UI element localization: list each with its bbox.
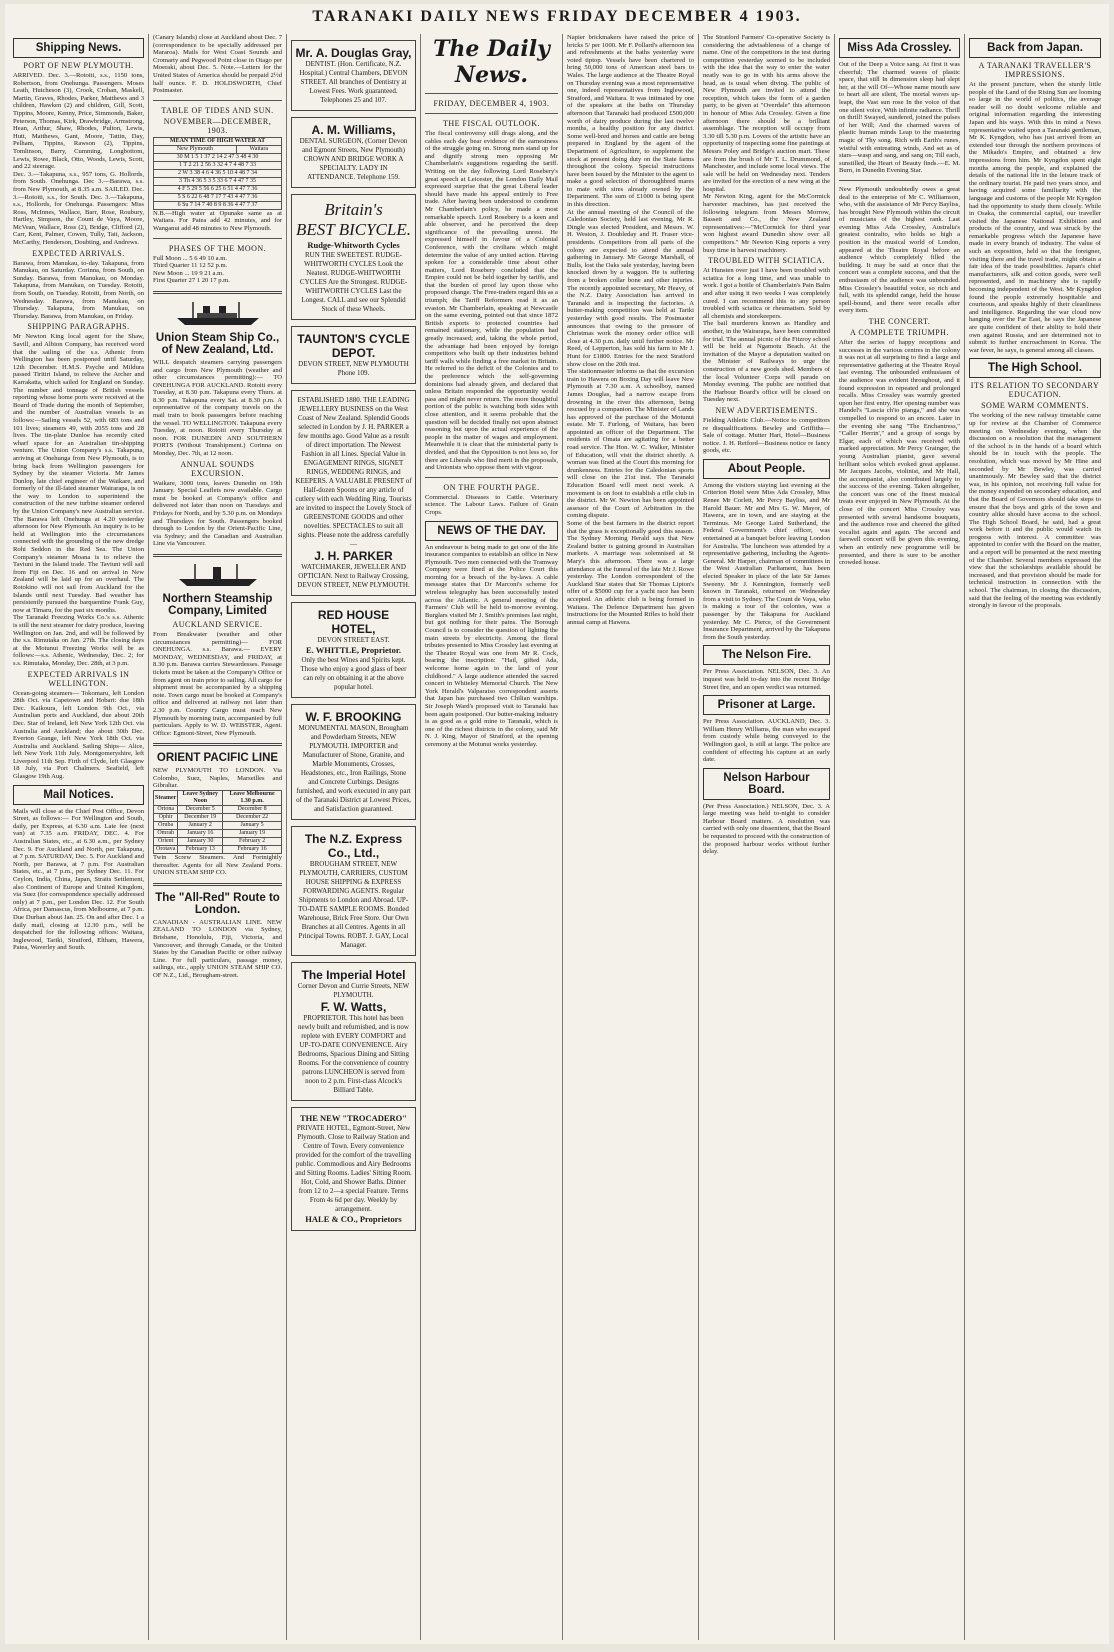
back-from-japan-heading: Back from Japan. — [969, 38, 1101, 58]
column-7 — [835, 34, 965, 1640]
ad-name: The N.Z. Express Co., Ltd., — [304, 832, 403, 860]
table-cell: December 8 — [223, 806, 282, 814]
moon-phases-title: PHASES OF THE MOON. — [168, 243, 267, 253]
nelson-harbour-board-text: (Per Press Association.) NELSON, Dec. 3. A large meeting was held to-night to consider Harbour Board matters. A resolution was carried with only one dissentient, that the Board be requested to proceed with the construction of the proposed harbour works without further delay. — [703, 802, 830, 856]
ad-text: BROUGHAM STREET, NEW PLYMOUTH, CARRIERS, CUSTOM HOUSE SHIPPING & EXPRESS FORWARDING AGENTS. Regular Shipments to London and Abroad. UP-TO-DATE SAMPLE ROOMS. Bonded Warehouse, Brick Free Store. Our Own Branches at all Centres. Agents in all Principal Towns. ROBT. J. GAY, Local Manager. — [298, 860, 409, 949]
column-6 — [699, 34, 835, 1640]
news-of-the-day-text: An endeavour is being made to get one of the life insurance companies to establish an office in New Plymouth. Two men connected with the Tramway Company were fined at the Police Court this morning for a breach of the by-laws. A cable message states that Dr Marconi's scheme for wireless telegraphy has been successfully tested across the Atlantic. A general meeting of the Farmers' Club will be held to-morrow evening. Burglars visited Mr J. Smith's premises last night, but got nothing for their pains. The Borough Council is to consider the question of lighting the main streets by electricity. Among the floral tributes presented to Miss Crossley last evening at the Theatre Royal was one from Mr R. Cock, bearing the inscription: "Hail, gifted Ada, welcome home again to the land of your childhood." A large audience attended the sacred concert in Whiteley Memorial Church. The New York Herald's Valparaiso correspondent asserts that Japan has purchased two Chilian warships. Sir Joseph Ward's proposed visit to Taranaki has been again postponed. Our butter-making industry is as good as a gold mine to Taranaki, which is one of the richest districts in the colony, said Mr N. J. King, Mayor of Stratford, at the opening ceremony at the Motunui works yesterday. — [425, 543, 558, 748]
table-cell: Orient — [154, 838, 178, 846]
divider — [153, 554, 282, 557]
mail-notices-text: Mails will close at the Chief Post Office, Devon Street, as follows:— For Wellington and South, daily, per Express, at 6.30 a.m. Late fee (next van) at 7.35 a.m. FRIDAY, DEC. 4. For Australian States, etc., at 6.30 a.m., per Sydney Dec. 9. For Auckland and North, per Takapuna, at 7 p.m. SATURDAY, Dec. 5. For Auckland and North, per Barawa, at 7 p.m. For Australian States, etc., at 7 p.m., per Sydney Dec. 11. For Ceylon, India, China, Japan, Straits Settlement, also Continent of Europe and United Kingdom, via Suez (for correspondence specially addressed only) at 7 p.m., per London Dec. 12. For South Africa, per Damascus, from Melbourne, at 7 p.m. Due Durban about Jan. 25. On and after Dec. 1 a daily mail, closing at 12.30 p.m., will be despatched for the following offices: Waitara, Inglewood, Tariki, Stratford, Eltham, Hawera, Patea, Waverley and South. — [13, 807, 144, 952]
table-cell: Ortona — [154, 806, 178, 814]
tide-note: N.B.—High water at Opunake same as at Waitara. For Patea add 42 minutes, and for Wanganui add 48 minutes to New Plymouth. — [153, 209, 282, 232]
table-row: 3 Th 4 36 5 3 5 33 6 7 4 47 7 35 — [154, 177, 282, 185]
table-cell: Ophir — [154, 814, 178, 822]
orient-pacific-title: ORIENT PACIFIC LINE — [156, 752, 279, 765]
concert-heading: THE CONCERT. — [868, 317, 931, 326]
union-steam-ship-text: WILL despatch steamers carrying passengers and cargo from New Plymouth (weather and other circumstances permitting):— TO ONEHUNGA FOR AUCKLAND. Rotoiti every Tuesday, at 8.30 p.m. Takapuna every Thurs. at 8.30 p.m. Takapuna every Sat. at 8.30 p.m. A representative of the company travels on the mail train to book passengers before reaching the vessel. TO WELLINGTON. Takapuna every Tuesday, at noon. Rotoiti every Thursday at noon. FOR DUNEDIN AND SOUTHERN PORTS (Without Transhipment.) Corinna on Monday, Dec. 7th, at 12 noon. — [153, 358, 282, 458]
table-cell: December 22 — [223, 814, 282, 822]
trocadero-hotel-ad — [291, 1107, 416, 1231]
column-8 — [965, 34, 1105, 1640]
news-of-the-day-heading: NEWS OF THE DAY. — [425, 521, 558, 541]
news-paragraphs: The bail murderers known as Handley and another, in the Wairarapa, have been committed for trial. The annual picnic of the Fitzroy school will be held at Ngamotu Beach. At the invitation of the Mayor a deputation waited on the Minister of Railways to urge the construction of a new goods shed. Members of the local Volunteer Corps will parade on Monday evening. The public are notified that the Harbour Board's office will be closed on Tuesday next. — [703, 320, 830, 404]
ad-name: W. F. BROOKING — [305, 710, 402, 724]
ad-text: Only the best Wines and Spirits kept. Those who enjoy a good glass of beer can rely on obtaining it at the above popular hotel. — [300, 656, 407, 691]
table-row: 5 S 6 22 6 48 7 17 7 43 4 47 7 36 — [154, 193, 282, 201]
expected-arrivals-text: Barawa, from Manukau, to-day. Takapuna, from Manukau, on Saturday. Corinna, from South, on Sunday. Barawa, from Manukau, on Monday. Takapuna, from Manukau, on Tuesday. Rotoiti, from South, on Tuesday. Rotoiti, from North, on Wednesday. Barawa, from Manukau, on Thursday. Takapuna, from Manukau, on Thursday. Barawa, from Manukau, on Friday. — [13, 259, 144, 320]
table-cell: January 30 — [178, 838, 223, 846]
arrived-text: ARRIVED. Dec. 3.—Rotoiti, s.s., 1150 tons, Robertson, from Onehunga. Passengers. Moses Leath, Hutcheson (3), Crook, Crohan, Maskell, Martin, Graves, Rhodes, Parker, Matthews and 3 children, Hawken (2) and children, Gill, Scott, Tippins, Moore, Kenny, Price, Simmonds, Baker, Peterson, Thomas, Kirk, Drawbridge, Armstrong, Hean, Arthur, Shaw, Rhodes, Pulton, Lewis, Hutt, Matthews, Gant, Moore, Tattin, Day, Pelham, Tippins, Rawson (2), Tippins, Tomlinson, Barry, Cumming, Longbottom, Lewis, Rowe, Black, Otto, Woods, Lewis, Scott, and 22 steerage. — [13, 72, 144, 171]
ad-text: PRIVATE HOTEL, Egmont-Street, New Plymouth. Close to Railway Station and Centre of Town. Every convenience provided for the comfort of the travelling public. Commodious and Airy Bedrooms and Sitting Rooms. Ladies' Sitting Room. Hot, Cold, and Shower Baths. Dinner from 12 to 2—a special Feature. Terms From 4s 6d per day. Weekly by arrangement. — [295, 1124, 412, 1213]
traveller-impressions-heading: A TARANAKI TRAVELLER'S IMPRESSIONS. — [978, 61, 1092, 79]
table-row — [154, 830, 282, 838]
divider — [425, 113, 558, 114]
ad-name: THE NEW "TROCADERO" — [299, 1113, 408, 1123]
divider — [425, 93, 558, 94]
freezing-works-text: The Taranaki Freezing Works Co.'s s.s. Athenic is still the next steamer for dairy produce, leaving Wellington on Jan. 2nd, and will be followed by the s.s. Rimutaka on Jan. 27th. The closing days at the Motunui Freezing Works will be as follows:—s.s. Athenic, Wednesday, Dec. 2; for s.s. Rimutaka, Monday, Dec. 28th, at 3 p.m. — [13, 614, 144, 667]
shipping-paragraphs-heading: SHIPPING PARAGRAPHS. — [27, 322, 130, 332]
editorial-date: FRIDAY, DECEMBER 4, 1903. — [433, 99, 550, 108]
expected-arrivals-heading: EXPECTED ARRIVALS. — [32, 248, 125, 258]
triumph-heading: A COMPLETE TRIUMPH. — [850, 328, 949, 337]
secondary-education-heading: ITS RELATION TO SECONDARY EDUCATION. — [970, 381, 1100, 400]
ad-text: DEVON STREET EAST. — [317, 636, 390, 644]
tide-header: MEAN TIME OF HIGH WATER AT — [154, 137, 282, 145]
ad-text: DEVON STREET, NEW PLYMOUTH Phone 109. — [298, 360, 409, 377]
ad-text: Corner Devon and Currie Streets, NEW PLYMOUTH. — [297, 982, 410, 999]
mail-notices-heading: Mail Notices. — [13, 785, 144, 805]
shipping-news-heading: Shipping News. — [13, 38, 144, 58]
high-school-heading: The High School. — [969, 358, 1101, 378]
nelson-fire-heading: The Nelson Fire. — [703, 645, 830, 665]
ad-name: BEST BICYCLE. — [296, 220, 411, 239]
concert-intro-text: New Plymouth undoubtedly owes a great deal to the enterprise of Mr C. Williamson, who, with the assistance of Mr Percy Bayliss, has brought New Plymouth within the circuit of musicians of the highest rank. Last evening Miss Ada Crossley, Australia's greatest contralto, who holds so high a position in the musical world of London, appeared at the Theatre Royal before an audience which completely filled the building. It may be said at once that the concert was a complete success, and that the enthusiasm of the audience was unbounded. Miss Crossley's beautiful voice, so rich and full, with its splendid range, held the house spell-bound, and there were recalls after every item. — [839, 185, 960, 315]
news-paragraphs: Some of the best farmers in the district report that the grass is exceptionally good this season. The Sydney Morning Herald says that New Zealand butter is gaining ground in Australian markets. A marriage was solemnised at St Mary's this afternoon. There was a large attendance at the funeral of the late Mr J. Rowe yesterday. The London correspondent of the Auckland Star states that Sir Thomas Lipton's offer of a $5000 cup for a yacht race has been accepted. An athletic club is being formed in Waitara. The Defence Department has given instructions for the Mounted Rifles to hold their annual camp at Hawera. — [567, 520, 694, 626]
ad-text: MONUMENTAL MASON, Brougham and Powderham Streets, NEW PLYMOUTH. IMPORTER and Manufacturer of Stone, Granite, and Marble Monuments, Crosses, Headstones, etc., Iron Railings, Stone and Concrete Curbings. Designs furnished, and work executed in any part of the Taranaki District at Lowest Prices, and Satisfaction guaranteed. — [296, 724, 411, 813]
editorial-text: The fiscal controversy still drags along, and the cables each day bear evidence of the earnestness of the struggle going on. Strong men stand up for and dignify strong men opposing Mr Chamberlain's suggestions regarding the tariff. Writing on the day following Lord Rosebery's great speech at Leicester, the London Daily Mail expressed surprise that the great Liberal leader should have made his appeal entirely to Free trade. After having been understood to condemn Mr Chamberlain's policy, he made a most remarkable speech. Lord Rosebery is a keen and able observer, and he perceived the deep significance of the prevailing unrest. He expressed himself in favour of a Colonial Conference, with the civilians which might determine the value of any united action. Having spoken for a considerable time about other matters, Lord Rosebery concluded that the Empire could not be held together by tariffs, and that the burden of proof lay upon those who proposed change. The Free-traders regard this as a triumph; the Tariff Reformers read it as an evasion. Mr Chamberlain, speaking at Newcastle on the same evening, pointed out that since 1872 British exports to protected countries had remained stationary, while the population had greatly increased; and, taking the whole period, the advantage had been enjoyed by foreign competitors who built up their industries behind tariff walls while finding a free market in Britain. He referred to the deficit of the Colonies and to the preference which the self-governing dominions had already given, and declared that unless Britain responded the opportunity would pass and might never return. The more thoughtful portion of the public is watching both sides with close attention, and it seems probable that the question will be decided finally not upon abstract reasoning but upon the actual experience of the people in the matter of wages and employment. Meanwhile it is clear that the ministerial party is divided, and that the Opposition is not less so, for there are Liberals who find merit in the proposals, and Unionists who oppose them with vigour. — [425, 130, 558, 472]
sailed-text: Dec. 3.—Takapuna, s.s., 957 tons, G. Hollords, from South. Onehunga. Dec 3.—Barawa, s.s. from New Plymouth, at 8.35 a.m. SAILED. Dec. 3.—Rotoiti, s.s., for South. Dec. 3.—Takapuna, s.s., Hollords, for Onehunga. Passengers: Miss Ross, McInnes, Wallace, Barr, Rose, Roubury, Hartley, Simpson, the Count de Vaya, Moore, McVean, Wallace, Ross (2), Bridge, Clifford (2), Carr, Kent, Palmer, Cowen, Tully, Tait, Jackson, McCarthy, Henderson, Doubting, and Andrews. — [13, 170, 144, 247]
all-red-route-title: The "All-Red" Route to London. — [155, 891, 280, 916]
ad-name: A. M. Williams, — [311, 123, 396, 137]
table-cell: Omrah — [154, 830, 178, 838]
table-cell: December 5 — [178, 806, 223, 814]
table-cell: January 5 — [223, 822, 282, 830]
nelson-fire-text: Per Press Association. NELSON, Dec. 3. An inquest was held to-day into the recent Bridge Street fire, and an open verdict was returned. — [703, 668, 830, 691]
sounds-excursion-heading: ANNUAL SOUNDS EXCURSION. — [180, 459, 255, 478]
divider — [153, 291, 282, 294]
news-paragraphs: Napier brickmakers have raised the price of bricks 5/ per 1000. Mr F. Pollard's afternoon tea and refreshments at the baths yesterday were voted tiptop. Vessels have been chartered to bring 50,000 tons of American steel bars to Wales. The large audience at the Theatre Royal on Thursday evening was a most representative one, indeed representatives from Inglewood, Stratford, and Waitara. It was intimated by one of the speakers at the baths on Thursday afternoon that Taranaki had produced £500,000 worth of dairy produce during the last twelve months, a healthy position for any district. Some well-bred and horses and cattle are being prepared in England by the agent of the Department of Agriculture, to supplement the stock at present doing duty on the State farms throughout the colony. Special instructions have been issued by the Minister to the agent to make a good selection of thoroughbred mares to mate with sires already owned by the Department. The sum of £1000 is being spent in this direction. — [567, 34, 694, 209]
sounds-excursion-text: Waikare, 3000 tons, leaves Dunedin on 19th January. Special Leaflets now available. Cargo must be booked at Company's office and delivered not later than noon on Tuesdays and Fridays for North, and by 5.30 p.m. on Mondays and Thursdays for South. Passengers booked through to London by the Orient-Pacific Line, via Sydney; and the Canadian and Australian Line via Vancouver. — [153, 479, 282, 548]
divider — [425, 477, 558, 478]
table-row — [154, 846, 282, 854]
wellington-arrivals-heading: EXPECTED ARRIVALS IN WELLINGTON. — [27, 669, 130, 688]
mail-continued-text: (Canary Islands) close at Auckland about Dec. 7 (correspondence to be specially addressed per Mararoa). Mails for West Coast Sounds and Cromarty and Pegwood Point close in Otago per Moeraki, about Dec. 5. Note.—Letters for the United States of America should be prepaid 2½d half ounce. F. D. HOLDSWORTH, Chief Postmaster. — [153, 34, 282, 95]
ad-name: Britain's — [324, 200, 383, 219]
bicycle-ad — [291, 194, 416, 320]
tide-table — [153, 137, 282, 210]
table-row: 30 M 1 5 1 37 2 14 2 47 3 48 4 30 — [154, 153, 282, 161]
news-paragraphs: The stationmaster informs us that the excursion train to Hawera on Boxing Day will leave New Plymouth at 7.30 a.m. A schoolboy, named James Douglas, had a narrow escape from drowning in the river this afternoon, being rescued by a companion. The Minister of Lands has approved of the purchase of the Motunui estate. Mr T. Furlong, of Waitara, has been appointed an officer of the Department. The residents of Omata are agitating for a better road service. The Hon. W. C. Walker, Minister of Education, will visit the district shortly. A woman was fined at the Court this morning for drunkenness. Entries for the Caledonian sports will close on the 21st inst. The Taranaki Education Board will meet next week. A movement is on foot to establish a rifle club in the district. Mr W. Newton has been appointed assessor of the Court of Arbitration in the coming dispute. — [567, 368, 694, 520]
column-5 — [563, 34, 699, 1640]
sciatica-heading: TROUBLED WITH SCIATICA. — [708, 256, 825, 266]
moon-phase: New Moon ... 19 9 21 a.m. — [153, 269, 224, 277]
ad-text: ESTABLISHED 1880. THE LEADING JEWELLERY BUSINESS on the West Coast of New Zealand. Splendid Goods selected in London by J. H. PARKER a few months ago. Good Value as a result of direct importation. The Newest Fashion in all Lines. Special Value in ENGAGEMENT RINGS, SIGNET RINGS, WEDDING RINGS, and KEEPERS. A VALUABLE PRESENT of Half-dozen Spoons or any article of cutlery with each Wedding Ring. Tourists are invited to inspect the Lovely Stock of GREENSTONE GOODS and other novelties. SPECTACLES to suit all sights. Please note the address carefully— — [295, 396, 412, 548]
orient-pacific-note: Twin Screw Steamers. And Fortnightly thereafter. Agents for all New Zealand Ports. UNION STEAM SHIP CO. — [153, 854, 282, 877]
dentist-williams-ad — [291, 117, 416, 188]
ad-proprietor: F. W. Watts, — [320, 1000, 387, 1014]
ad-name: RED HOUSE HOTEL, — [317, 608, 390, 636]
column-2 — [149, 34, 287, 1640]
divider — [839, 180, 960, 181]
jeweller-ad — [291, 390, 416, 596]
divider — [153, 883, 282, 886]
monumental-mason-ad — [291, 704, 416, 820]
steamship-icon — [173, 300, 263, 326]
newspaper-page — [5, 4, 1109, 1644]
high-school-text: The working of the new railway timetable came up for review at the Chamber of Commerce meeting on Wednesday evening, when the discussion on a resolution that the management of the school is in the hands of a board which should be in touch with the people. The resolution, which was moved by Mr Hine and seconded by Mr Bewley, was carried unanimously. Mr Bewley said that the district was, in his opinion, not receiving full value for the money expended on secondary education, and that the Board of Governors should take steps to ensure that the boys and girls of the town and country alike should have access to the school. The High School Board, he said, had a great work before it and the public would watch its progress with interest. A committee was appointed to confer with the Board on the matter, and a report will be presented at the next meeting of the Chamber. Several members expressed the view that the scholarships available should be increased, and that provision should be made for technical instruction in connection with the school. The chairman, in closing the discussion, said that the feeling of the meeting was evidently strongly in favour of the proposals. — [969, 412, 1101, 610]
divider — [153, 743, 282, 746]
ad-text: WATCHMAKER, JEWELLER AND OPTICIAN. Next to Railway Crossing, DEVON STREET, NEW PLYMOUTH. — [297, 563, 410, 589]
divider — [153, 238, 282, 239]
japan-article-text: At the present juncture, when the sturdy little people of the Land of the Rising Sun are looming so large in the world of politics, the average reader will no doubt welcome reliable and original information regarding the interesting Japan and his ways. With this in mind a News representative waited upon a Taranaki gentleman, Mr K. Kyngdon, who has just arrived from an extended tour through the northern provinces of the Mikado's Empire, and obtained a few impressions from him. Mr Kyngdon spent eight months among the people, and explained the details of the national life in the leisure track of the ordinary tourist. He paid two years since, and having acquired some familiarity with the language and customs of the people Mr Kyngdon had the opportunity to study them closely. While in Osaka, the commercial capital, our traveller visited the Japanese National Exhibition and products of the country, and was struck by the remarkable progress which the Japanese have made in every branch of industry. The value of such an exposition, held so that the foreigner, visiting there and the travel trade, might obtain a fair idea of the trade possibilities. Japan's chief manufacturers, silk and cotton goods, were well represented, and in machinery she is rapidly becoming independent of the West. Mr Kyngdon found the people extremely hospitable and courteous, and speaks highly of their cleanliness and intelligence. Regarding the war cloud now hanging over the Far East, he says the Japanese are quite confident of their ability to hold their own against Russia, and are determined not to submit to further encroachment in Korea. The war fever, he says, is general among all classes. — [969, 81, 1101, 354]
warm-comments-heading: SOME WARM COMMENTS. — [981, 401, 1089, 411]
tide-col-waitara: Waitara — [236, 145, 281, 153]
masthead: TARANAKI DAILY NEWS FRIDAY DECEMBER 4 1903. — [312, 8, 802, 25]
table-header: Leave Melbourne 1.30 p.m. — [223, 791, 282, 806]
table-cell: December 19 — [178, 814, 223, 822]
auckland-service-heading: AUCKLAND SERVICE. — [172, 619, 263, 629]
ad-text: RUN THE SWEETEST. RUDGE-WHITWORTH CYCLES Look the Neatest. RUDGE-WHITWORTH CYCLES Are the Strongest. RUDGE-WHITWORTH CYCLES Last the Longest. CALL and see our Splendid Stock of these Wheels. — [299, 251, 408, 313]
dentist-gray-ad — [291, 40, 416, 111]
table-row: 4 F 5 29 5 56 6 25 6 51 4 47 7 36 — [154, 185, 282, 193]
columns — [9, 34, 1105, 1640]
fourth-page-heading: ON THE FOURTH PAGE. — [443, 482, 540, 492]
ad-name: The Imperial Hotel — [301, 968, 406, 982]
northern-steamship-title: Northern Steamship Company, Limited — [162, 592, 273, 617]
tide-table-title: TABLE OF TIDES AND SUN. — [161, 105, 274, 115]
all-red-route-text: CANADIAN - AUSTRALIAN LINE. NEW ZEALAND TO LONDON via Sydney, Brisbane, Honolulu, Fiji, Victoria, and Vancouver, and through Canada, or the United States by the Canadian Pacific or other railway Line. For full particulars, passage money, sailings, etc., apply UNION STEAM SHIP CO. OF N.Z., Ltd., Brougham-street. — [153, 918, 282, 979]
table-row — [154, 814, 282, 822]
ad-brand: Rudge-Whitworth Cycles — [307, 240, 400, 250]
table-row — [154, 806, 282, 814]
ad-text: PROPRIETOR. This hotel has been newly built and refurnished, and is now replete with EVERY COMFORT and UP-TO-DATE CONVENIENCE. Airy Bedrooms, Spacious Dining and Sitting Rooms. For the convenience of country patrons LUNCHEON is served from noon to 2 p.m. First-class Alcock's Billiard Table. — [297, 1014, 410, 1094]
shipping-paragraphs-text: Mr Newton King local agent for the Shaw, Savill, and Albion Company, has received word that the sailing of the s.s. Athenic from Wellington has been postponed until Saturday, 12th December. H.M.S. Psyche and Mildura passed Tiritiri Island, to relieve the Archer and Karrakatta, which sailed for England on Sunday. The number and tonnage of British vessels reporting whose home ports were received at the Board of Trade during the month of September, and the number of Australian vessels is as follows:—Sailing vessels 52, with 683 tons and 101 lives; steamers 49, with 2055 tons and 28 lives. The tin-plate Dunloe has recently cited wharf space for an Australian tin-shipping venture. The Union Company's s.s. Takapuna, arriving at Onehunga from New Plymouth, is to bring back from Wellington passengers for Sydney by the steamer Victoria. Mr James Dunlop, late chief engineer of the Waikare, and formerly of the ill-fated steamer Wairarapa, is on the way to London to superintend the construction of the new turbine steamer ordered by the Union Company's new Australian service. The Barawa left Onehunga at 4.20 yesterday afternoon for New Plymouth. An inquiry is to be held at Wellington into the circumstances connected with the grounding of the new dredge Rohi Seddon in the Red Sea. The Union Company's steamer Moana is to relieve the Taviuni in the Island trade. The Taviuni will sail from Fiji on Dec. 16 and on arrival in New Zealand will be laid up for an overhaul. The Rotokino will not sail from Auckland for the Islands until next Tuesday. Bad weather has persistently pursued the barquentine Frank Guy, now at Timaru, for the past six months. — [13, 333, 144, 614]
table-row — [154, 838, 282, 846]
cycle-depot-ad — [291, 326, 416, 384]
red-house-hotel-ad — [291, 602, 416, 698]
ad-text: DENTIST. (Hon. Certificate, N.Z. Hospital.) Central Chambers, DEVON STREET. All branches of Dentistry at Lowest Fees. Work guaranteed. Telephones 25 and 107. — [299, 60, 408, 104]
table-cell: January 2 — [178, 822, 223, 830]
moon-phase: Third Quarter 11 12 52 p.m. — [153, 262, 228, 270]
news-paragraphs: At the annual meeting of the Council of the Caledonian Society, held last evening, Mr R. Dingle was elected President, and Messrs. W. H. Weston, J. Doubleday and H. Fraser vice-presidents. Competitors from all parts of the colony are expected to attend the annual gathering in January. Mr George Marshall, of Bulls, lost the Oaks sale yesterday, having been knocked down by a waggon. He is suffering from a broken collar bone and other injuries. The recently appointed secretary, Mr Heavy, of the N.Z. Dairy Association has arrived in Taranaki and is inspecting the factories. A butter-making competition was held at Tariki yesterday with good results. The Postmaster announces that owing to the pressure of Christmas work the money order office will close at 4.30 p.m. daily until further notice. Mr Reed, of Lepperton, has sold his farm to Mr J. Hunt for £1800. Entries for the next Stratford show close on the 20th inst. — [567, 208, 694, 368]
column-1 — [9, 34, 149, 1640]
tide-table-month: NOVEMBER—DECEMBER, 1903. — [163, 116, 272, 135]
table-header: Steamer — [154, 791, 178, 806]
nelson-harbour-board-heading: Nelson Harbour Board. — [703, 768, 830, 800]
sailing-table — [153, 790, 282, 854]
editorial-masthead: The Daily News. — [433, 36, 550, 88]
table-cell: Oruba — [154, 822, 178, 830]
imperial-hotel-ad — [291, 962, 416, 1101]
northern-steamship-text: From Breakwater (weather and other circumstances permitting)— FOR ONEHUNGA. s.s. Barawa.— EVERY MONDAY, WEDNESDAY, and FRIDAY, at 8.30 p.m. Barawa carries Stewardesses. Passage tickets must be taken at the Company's Office or from agent on train prior to sailing. All cargo for shipment must be accompanied by a shipping note. Town cargo must be booked at Company's office and delivered at railway not later than 2.30 p.m. Country Cargo must reach New Plymouth by morning train, accompanied by full particulars. Apply to W. D. WEBSTER, Agent. Office: Egmont-Street, New Plymouth. — [153, 630, 282, 737]
news-paragraphs: Mr Newton King, agent for the McCormick harvester machines, has just received the following telegram from Messrs Morrow, Bassett and Co., the New Zealand representatives:—"McCormick for third year won highest award Dunedin show over all competitors." Mr Newton King reports a very busy time in harvest machinery. — [703, 193, 830, 254]
prisoner-at-large-text: Per Press Association. AUCKLAND, Dec. 3. William Henry Williams, the man who escaped from custody while being conveyed to the Wellington gaol, is still at large. The police are confident of effecting his capture at an early date. — [703, 718, 830, 764]
table-cell: January 16 — [178, 830, 223, 838]
sciatica-text: At Hunsten over just I have been troubled with sciatica for a long time, and was unable to work. I got a bottle of Chamberlain's Pain Balm and after using it two weeks I was completely cured. I can recommend this to any person troubled with sciatica or rheumatism. Sold by all chemists and storekeepers. — [703, 267, 830, 320]
divider — [153, 100, 282, 101]
express-company-ad — [291, 826, 416, 956]
tide-col-new-plymouth: New Plymouth — [154, 145, 237, 153]
wellington-arrivals-text: Ocean-going steamers— Tokomaru, left London 28th Oct. via Capetown and Hobart: due 18th Dec. Kaikoura, left London 9th Oct., via Australian ports and Auckland, due about 20th Dec. Star of Ireland, left New York 12th Oct. via Australia and Auckland; due about 30th Dec. Everton Grange, left New York 18th Oct. via Australia and Auckland. Sailing Ships— Alice, left New York 11th July. Montgomeryshire, left Liverpool 11th Sep. Firth of Clyde, left Glasgow 18 July, via Port Chalmers. Seafield, left Glasgow 19th Aug. — [13, 689, 144, 781]
ad-name: TAUNTON'S CYCLE DEPOT. — [297, 332, 410, 360]
table-header: Leave Sydney Noon — [178, 791, 223, 806]
column-4 — [421, 34, 563, 1640]
table-cell: January 19 — [223, 830, 282, 838]
concert-review-text: After the series of happy receptions and successes in the various centres in the colony it was not at all surprising to find a large and representative gathering at the Theatre Royal last evening. The unbounded enthusiasm of the audience was evident throughout, and it found expression in repeated and prolonged recalls. Miss Crossley was warmly greeted upon her first entry. Her opening number was Handel's "Lascia ch'io pianga," and she was compelled to respond to an encore. Later in the evening she sang "The Enchantress," "Caller Herrin'," and a group of songs by Elgar, each of which was received with marked appreciation. Mr Percy Grainger, the young Australian pianist, gave several brilliant solos which evoked great applause. Mr Jacques Jacobs, violinist, and Mr Hall, the accompanist, also contributed largely to the success of the evening. Taken altogether, the concert was one of the finest musical treats ever enjoyed in New Plymouth. At the close of the concert Miss Crossley was presented with several handsome bouquets, and the audience rose and cheered the gifted vocalist again and again. The second and farewell concert will be given this evening, when an entirely new programme will be presented, and there is sure to be another crowded house. — [839, 339, 960, 567]
editorial-heading: THE FISCAL OUTLOOK. — [443, 119, 540, 128]
ad-proprietor: E. WHITTLE, Proprietor. — [305, 645, 401, 655]
table-row: 6 Su 7 14 7 40 8 9 8 36 4 47 7 37 — [154, 201, 282, 209]
new-advertisements-text: Fielding Athletic Club.—Notice to competitors re disqualifications. Bewley and Griffiths—Sale of cottage. Mutter Hart, Hotel—Business notice. J. H. Retford—Business notice re fancy goods, etc. — [703, 416, 830, 455]
moon-phase: Full Moon ... 5 6 49 10 a.m. — [153, 254, 227, 262]
orient-pacific-text: NEW PLYMOUTH TO LONDON. Via Colombo, Suez, Naples, Marseilles and Gibraltar. — [153, 767, 282, 790]
ad-proprietor: HALE & CO., Proprietors — [305, 1214, 402, 1224]
ada-crossley-heading: Miss Ada Crossley. — [839, 38, 960, 58]
table-cell: February 13 — [178, 846, 223, 854]
table-row: 1 T 2 21 2 56 3 32 4 7 4 48 7 33 — [154, 161, 282, 169]
port-heading: PORT OF NEW PLYMOUTH. — [23, 61, 134, 70]
table-cell: February 16 — [223, 846, 282, 854]
table-row — [154, 822, 282, 830]
prisoner-at-large-heading: Prisoner at Large. — [703, 695, 830, 715]
table-cell: Orotava — [154, 846, 178, 854]
about-people-text: Among the visitors staying last evening at the Criterion Hotel were Miss Ada Crossley, Miss Renee Mr Corlett, Mr Percy Bayliss, and Mr Harold Bauer. Mr and Mrs G. W. Mayor, of Hawera, are in town, and are staying at the Terminus. Mr George Laird Sutherland, the Federal Government's chief officer, was entertained at a banquet before leaving London for Australia. The luncheon was attended by a representative gathering, including the Agents-General. Mr Harper, chairman of committees in the West Australian Parliament, has been elected Speaker in place of the late Sir James Sweeny. Mr J. Kennington, formerly well known in Taranaki, returned on Wednesday from a visit to Sydney. The Count de Vaya, who is making a tour of the colonies, was a passenger by the Takapuna for Auckland yesterday. Mr C. Pierce, of the Government Insurance Department, arrived by the Takapuna from the South yesterday. — [703, 481, 830, 641]
ad-name: J. H. PARKER — [314, 549, 393, 563]
ad-text: DENTAL SURGEON, (Corner Devon and Egmont Streets, New Plymouth) CROWN AND BRIDGE WORK A SPECIALTY. LADY IN ATTENDANCE. Telephone 159. — [299, 137, 408, 181]
column-3 — [287, 34, 421, 1640]
new-advertisements-heading: NEW ADVERTISEMENTS. — [715, 405, 818, 415]
union-steam-ship-title: Union Steam Ship Co., of New Zealand, Ltd. — [155, 331, 280, 356]
moon-phase: First Quarter 27 1 20 17 p.m. — [153, 277, 230, 285]
news-paragraphs: The Stratford Farmers' Co-operative Society is considering the advisableness of a change of name. One of the competitors in the test during competition yesterday seemed to be included with the idea that the way to enter the water neatly was to go in with his arms above the head, as is usual when diving. The public of New Plymouth are invited to attend the reception, which takes the form of a garden party, to be given at "Overdale" this afternoon in honour of Miss Ada Crossley. Given a fine afternoon there should be a brilliant assemblage. The reception will occupy from 3.30 till 5.30 p.m. Lovers of the artistic have an opportunity of inspecting some fine paintings at Messrs Poley and Bridge's auction mart. These are from the brush of Mr T. L. Drummond, of Manchester, and include some local views. The sale will be held on Wednesday next. Tenders are invited for the erection of a new wing at the hospital. — [703, 34, 830, 193]
steamship-icon — [173, 563, 263, 587]
fourth-page-contents: Commercial. Diseases to Cattle. Veterinary science. The Labour Laws. Failure of Grain Crops. — [425, 493, 558, 516]
poem-text: Out of the Deep a Voice sang. At first it was cheerful; The charmed waves of plastic space, that still In dimension sleep had slept her, at the will Of—Whose name mouth saw to heart all are silent, The mortal waves up-leapt, the Vast sun rose In the voice of that one silent voice, With infinite radiance. Thrill on thrill! Swayed, sundered, joined the pulses of her Will; And the charmed waves of plastic human minds Leap to the mastering magic of Thy song. Rich with Earth's runes, wistful with entreating winds, And set as of stars—wasp and sang, and sang on; Till each, sunstilled, the Heart of Beauty finds.—E. M. Burn, in Dunedin Evening Star. — [839, 61, 960, 175]
table-cell: February 2 — [223, 838, 282, 846]
about-people-heading: About People. — [703, 459, 830, 479]
table-row: 2 W 3 38 4 6 4 36 5 10 4 48 7 34 — [154, 169, 282, 177]
ad-name: Mr. A. Douglas Gray, — [295, 46, 412, 60]
